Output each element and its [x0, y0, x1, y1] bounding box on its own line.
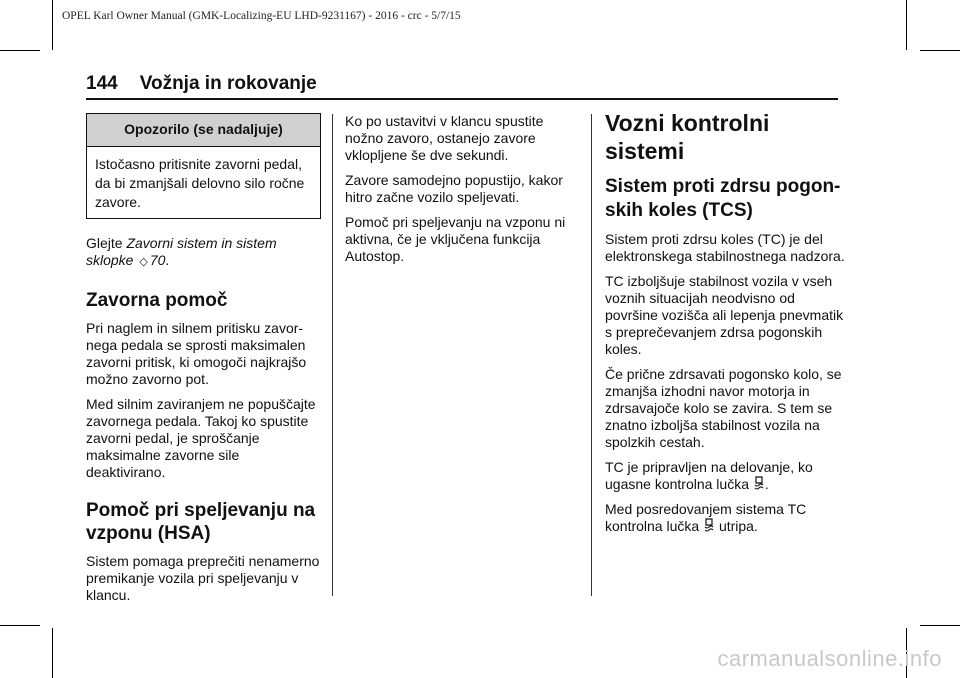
page-heading: [86, 73, 317, 95]
column-3: [605, 110, 845, 543]
paragraph: TC izboljšuje stabilnost vozila v vseh voznih situacijah neodvisno od površine vozišča ali lepenja pnevmatik s preprečevanjem zdrsa pogonskih koles.: [605, 273, 844, 357]
crop-mark: [0, 625, 40, 626]
traction-control-warning-icon: [704, 518, 714, 532]
crop-mark: [0, 50, 40, 51]
document-header: OPEL Karl Owner Manual (GMK-Localizing-EU LHD-9231167) - 2016 - crc - 5/7/15: [62, 10, 461, 22]
page-number: 144: [86, 73, 118, 94]
heading-driving-control-systems: Vozni kontrolni sistemi: [605, 110, 770, 164]
reference-link[interactable]: Zavorni sistem in sistem sklopke: [86, 235, 277, 268]
paragraph: Zavore samodejno popustijo, kakor hitro začne vozilo speljevati.: [345, 172, 563, 205]
warning-title: Opozorilo (se nadaljuje): [87, 114, 320, 147]
crop-mark: [920, 625, 960, 626]
heading-hill-start-assist: Pomoč pri speljevanju na vzponu (HSA): [86, 500, 316, 544]
page-title: Vožnja in rokovanje: [139, 73, 317, 94]
paragraph: Če prične zdrsavati pogonsko kolo, se zmanjša izhodni navor motorja in zdrsavajoče kolo se zavira. S tem se znatno izboljša stabilnost vozila na spolzkih cestah.: [605, 366, 842, 450]
cross-reference: [86, 235, 321, 271]
warning-box: [86, 113, 321, 219]
paragraph: Med silnim zaviranjem ne popuščajte zavornega pedala. Takoj ko spustite zavorni pedal, je sproščanje maksimalne zavorne sile deaktivirano.: [86, 396, 316, 480]
paragraph: [605, 501, 845, 535]
paragraph: [605, 459, 845, 493]
reference-end: .: [165, 252, 170, 268]
traction-control-warning-icon: [754, 476, 764, 490]
column-2: [345, 113, 581, 273]
paragraph-text: Med posredovanjem sistema TC kontrolna lučka: [605, 501, 807, 534]
heading-brake-assist: Zavorna pomoč: [86, 290, 228, 311]
header-rule: [86, 98, 838, 100]
paragraph: Sistem proti zdrsu koles (TC) je del elektronskega stabilnostnega nadzora.: [605, 231, 845, 264]
column-1: [86, 113, 321, 612]
paragraph: Ko po ustavitvi v klancu spustite nožno zavoro, ostanejo zavore vklopljene še dve sekundi.: [345, 113, 544, 163]
column-divider: [332, 114, 333, 596]
paragraph: Sistem pomaga preprečiti nenamerno premikanje vozila pri speljevanju v klancu.: [86, 553, 320, 603]
page-ref-icon: ◇: [139, 256, 148, 268]
heading-tcs: Sistem proti zdrsu pogon-skih koles (TCS): [605, 176, 841, 221]
paragraph: Pomoč pri speljevanju na vzponu ni aktivna, če je vključena funkcija Autostop.: [345, 214, 566, 264]
reference-page[interactable]: 70: [149, 252, 166, 268]
warning-text: Istočasno pritisnite zavorni pedal, da bi zmanjšali delovno silo ročne zavore.: [95, 156, 305, 210]
column-divider: [591, 114, 592, 596]
watermark: carmanualsonline.info: [717, 646, 942, 671]
paragraph-text: TC je pripravljen na delovanje, ko ugasne kontrolna lučka: [605, 459, 813, 492]
reference-prefix: Glejte: [86, 235, 127, 251]
crop-mark: [906, 0, 907, 50]
crop-mark: [52, 0, 53, 50]
crop-mark: [52, 628, 53, 678]
paragraph-text: utripa.: [715, 518, 758, 534]
paragraph: Pri naglem in silnem pritisku zavor-nega pedala se sprosti maksimalen zavorni pritisk, ki omogoči najkrajšo možno zavorno pot.: [86, 320, 307, 387]
paragraph-text: .: [764, 476, 769, 492]
crop-mark: [920, 50, 960, 51]
